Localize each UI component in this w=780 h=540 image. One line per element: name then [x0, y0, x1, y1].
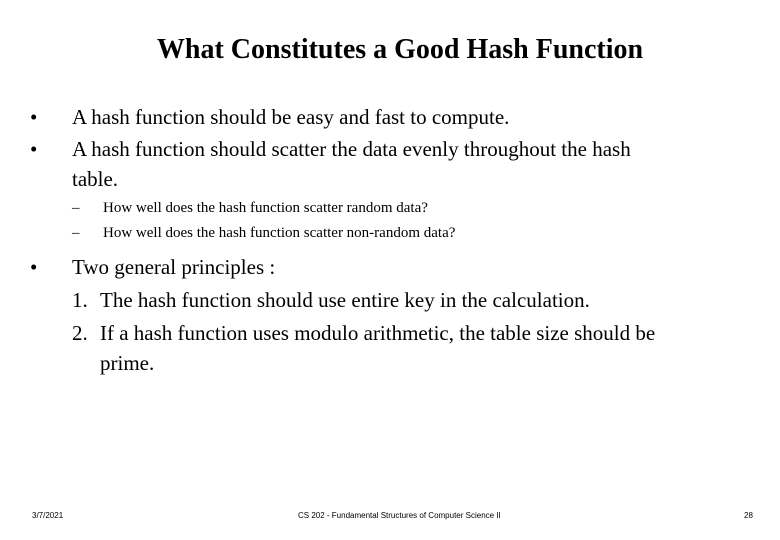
bullet-marker: • — [30, 255, 38, 279]
item-text: The hash function should use entire key in the calculation. — [100, 288, 590, 312]
bullet-text: A hash function should scatter the data evenly throughout the hash — [72, 137, 631, 161]
item-number: 1. — [72, 288, 88, 312]
dash-marker: – — [72, 200, 80, 216]
bullet-text: A hash function should be easy and fast to compute. — [72, 105, 510, 129]
item-text: prime. — [100, 351, 155, 375]
item-text: If a hash function uses modulo arithmetic, the table size should be — [100, 321, 656, 345]
item-number: 2. — [72, 321, 88, 345]
bullet-marker: • — [30, 137, 38, 161]
footer-date: 3/7/2021 — [32, 511, 64, 520]
sub-bullet-text: How well does the hash function scatter non-random data? — [103, 225, 456, 241]
dash-marker: – — [72, 225, 80, 241]
sub-bullet-text: How well does the hash function scatter random data? — [103, 200, 428, 216]
slide-title: What Constitutes a Good Hash Function — [156, 34, 644, 65]
footer-course: CS 202 - Fundamental Structures of Computer Science II — [298, 511, 501, 520]
principles-heading: Two general principles : — [72, 255, 276, 279]
bullet-marker: • — [30, 105, 38, 129]
footer-page-number: 28 — [744, 511, 753, 520]
bullet-text: table. — [72, 167, 119, 191]
